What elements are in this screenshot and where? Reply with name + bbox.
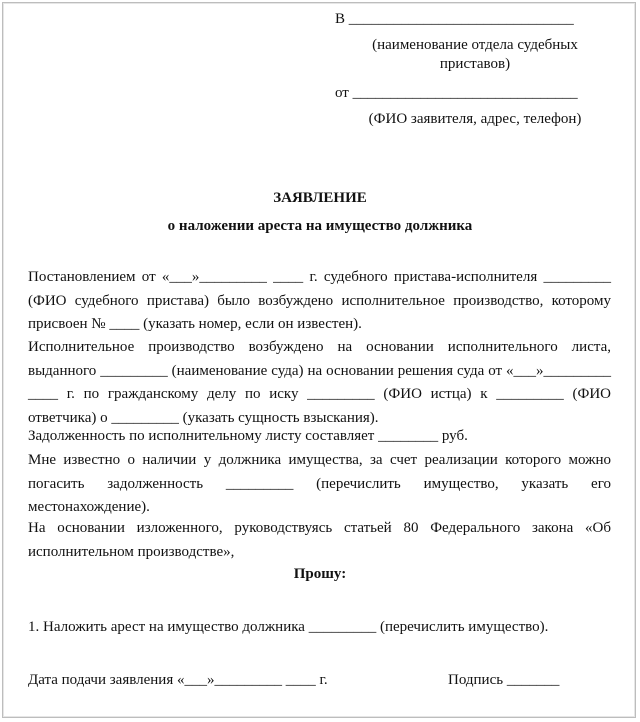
document-title: ЗАЯВЛЕНИЕ (273, 190, 367, 206)
request-heading: Прошу: (293, 566, 347, 582)
signature-line: Подпись _______ (448, 672, 560, 688)
paragraph-enforcement-basis: Исполнительное производство возбуждено на основании исполнительного листа, выданного _________ (наименование суда) на основании решения суда от «___»_________ ____ г. по гражданскому делу по иску _________ (ФИО истца) к _________ (ФИО ответчика) о _________ (указать сущность взыскания). (28, 339, 611, 426)
addressee-blank: ______________________________ (348, 11, 574, 27)
paragraph-resolution: Постановлением от «___»_________ ____ г. судебного пристава-исполнителя _________ (ФИО судебного пристава) было возбуждено исполнительное производство, которому присвоен № ____ (указать номер, если он известен). (28, 269, 611, 332)
applicant-prefix: от (335, 85, 349, 101)
paragraph-debtor-property: Мне известно о наличии у должника имущества, за счет реализации которого можно погасить задолженность _________ (перечислить имущество, указать его местонахождение). (28, 452, 611, 515)
paragraph-debt-amount: Задолженность по исполнительному листу составляет ________ руб. (28, 428, 468, 444)
request-item-1: 1. Наложить арест на имущество должника _________ (перечислить имущество). (28, 619, 549, 635)
submission-date: Дата подачи заявления «___»_________ ____ г. (28, 672, 328, 688)
applicant-blank: ______________________________ (352, 85, 578, 101)
applicant-hint: (ФИО заявителя, адрес, телефон) (368, 111, 582, 127)
applicant-line (335, 84, 578, 102)
addressee-hint: (наименование отдела судебных приставов) (372, 37, 578, 72)
document-subtitle: о наложении ареста на имущество должника (167, 218, 473, 234)
paragraph-legal-basis: На основании изложенного, руководствуясь статьей 80 Федерального закона «Об исполнительном производстве», (28, 520, 611, 560)
addressee-line (335, 10, 574, 28)
addressee-prefix: В (335, 11, 346, 27)
